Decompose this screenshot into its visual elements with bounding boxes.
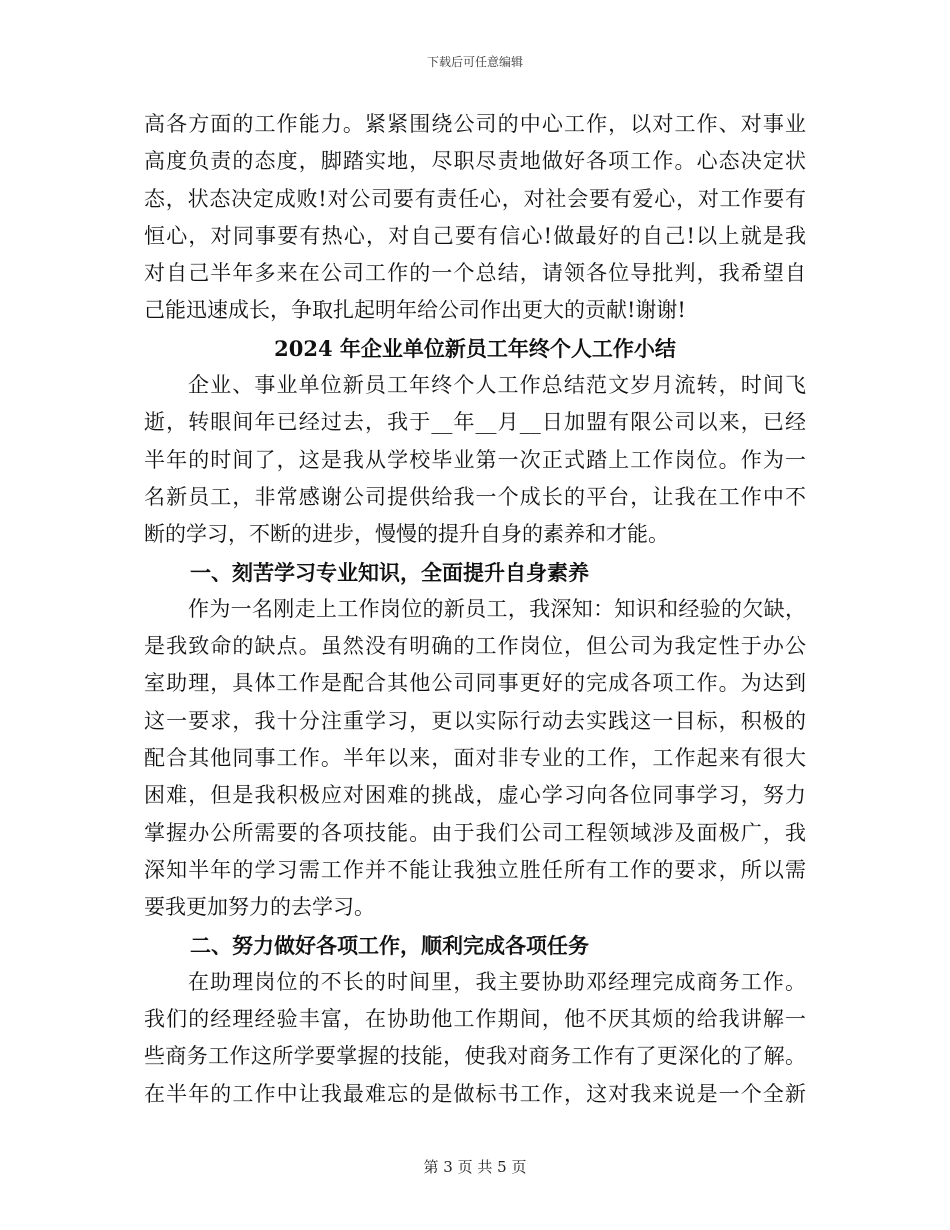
page-footer: 第 3 页 共 5 页	[423, 1158, 527, 1176]
page-header: 下载后可任意编辑	[426, 55, 523, 69]
text-line: 断的学习，不断的进步，慢慢的提升自身的素养和才能。	[144, 522, 669, 547]
text-line: 对自己半年多来在公司工作的一个总结，请领各位导批判，我希望自	[144, 261, 806, 286]
text-line: 恒心，对同事要有热心，对自己要有信心!做最好的自己!以上就是我	[144, 223, 806, 248]
text-line: 在半年的工作中让我最难忘的是做标书工作，这对我来说是一个全新	[144, 1081, 806, 1106]
text-line: 半年的时间了，这是我从学校毕业第一次正式踏上工作岗位。作为一	[144, 447, 806, 472]
document-body	[144, 106, 806, 1113]
text-line: 在助理岗位的不长的时间里，我主要协助邓经理完成商务工作。	[188, 969, 806, 994]
text-line: 名新员工，非常感谢公司提供给我一个成长的平台，让我在工作中不	[144, 484, 806, 509]
text-line: 作为一名刚走上工作岗位的新员工，我深知：知识和经验的欠缺，	[188, 596, 806, 621]
text-line: 逝，转眼间年已经过去，我于__年__月__日加盟有限公司以来，已经	[144, 410, 806, 435]
heading-2: 二、努力做好各项工作，顺利完成各项任务	[190, 932, 589, 958]
text-line: 企业、事业单位新员工年终个人工作总结范文岁月流转，时间飞	[188, 373, 806, 398]
text-line: 室助理，具体工作是配合其他公司同事更好的完成各项工作。为达到	[144, 671, 806, 696]
text-line: 己能迅速成长，争取扎起明年给公司作出更大的贡献!谢谢!	[144, 298, 686, 323]
text-line: 这一要求，我十分注重学习，更以实际行动去实践这一目标，积极的	[144, 708, 806, 733]
text-line: 我们的经理经验丰富，在协助他工作期间，他不厌其烦的给我讲解一	[144, 1007, 806, 1032]
text-line: 些商务工作这所学要掌握的技能，使我对商务工作有了更深化的了解。	[144, 1044, 806, 1069]
text-line: 深知半年的学习需工作并不能让我独立胜任所有工作的要求，所以需	[144, 857, 806, 882]
text-line: 配合其他同事工作。半年以来，面对非专业的工作，工作起来有很大	[144, 746, 806, 771]
text-line: 要我更加努力的去学习。	[144, 895, 375, 920]
text-line: 态，状态决定成败!对公司要有责任心，对社会要有爱心，对工作要有	[144, 186, 806, 211]
text-line: 掌握办公所需要的各项技能。由于我们公司工程领域涉及面极广，我	[144, 820, 806, 845]
text-line: 高各方面的工作能力。紧紧围绕公司的中心工作，以对工作、对事业	[144, 112, 806, 136]
text-line: 困难，但是我积极应对困难的挑战，虚心学习向各位同事学习，努力	[144, 783, 806, 808]
section-title: 2024 年企业单位新员工年终个人工作小结	[274, 335, 676, 361]
heading-1: 一、刻苦学习专业知识，全面提升自身素养	[190, 559, 589, 585]
text-line: 高度负责的态度，脚踏实地，尽职尽责地做好各项工作。心态决定状	[144, 149, 806, 174]
text-line: 是我致命的缺点。虽然没有明确的工作岗位，但公司为我定性于办公	[144, 634, 806, 659]
